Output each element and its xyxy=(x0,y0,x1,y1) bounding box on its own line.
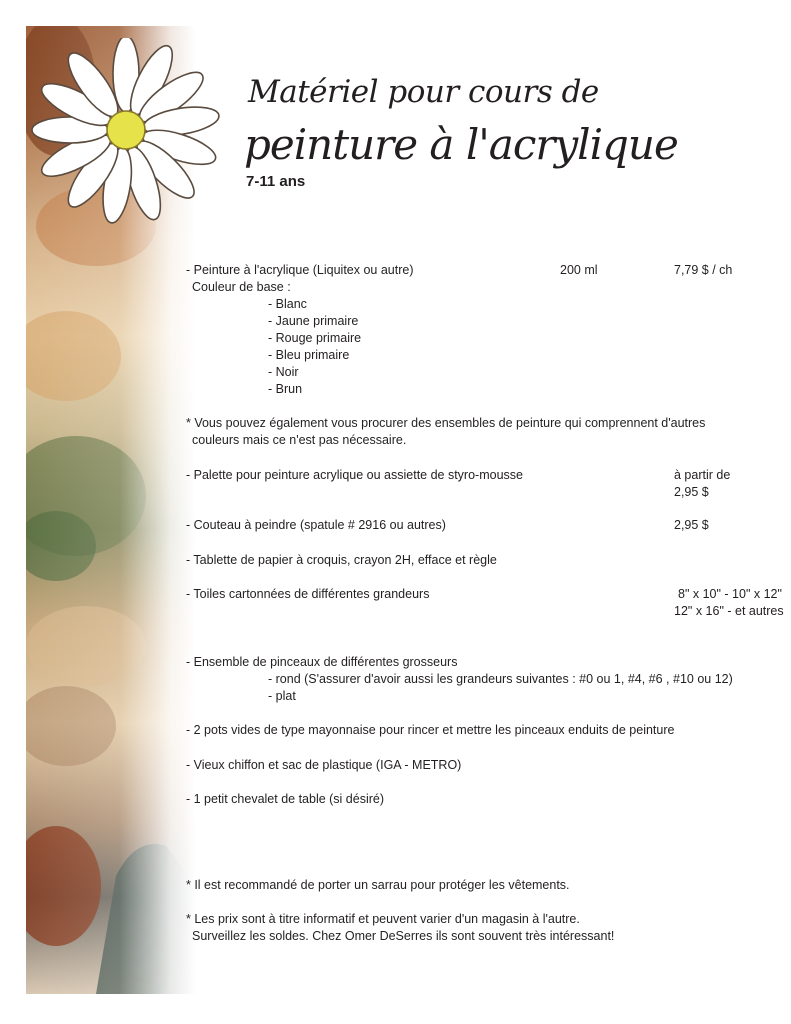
item-brushes-flat: - plat xyxy=(268,689,296,703)
item-palette-price-line2: 2,95 $ xyxy=(674,485,709,499)
base-color-item: - Bleu primaire xyxy=(268,348,350,362)
item-canvas: - Toiles cartonnées de différentes grandeurs xyxy=(186,587,430,601)
base-color-item: - Jaune primaire xyxy=(268,314,359,328)
base-color-item: - Noir xyxy=(268,365,299,379)
base-color-item: - Brun xyxy=(268,382,303,396)
item-brushes-round: - rond (S'assurer d'avoir aussi les grandeurs suivantes : #0 ou 1, #4, #6 , #10 ou 12) xyxy=(268,672,733,686)
daisy-flower-icon xyxy=(30,38,222,224)
item-brushes: - Ensemble de pinceaux de différentes grosseurs xyxy=(186,655,458,669)
note-prices-line2: Surveillez les soldes. Chez Omer DeSerres ils sont souvent très intéressant! xyxy=(192,929,615,943)
base-color-item: - Rouge primaire xyxy=(268,331,362,345)
item-paint-price: 7,79 $ / ch xyxy=(674,263,733,277)
note-paint-sets-line2: couleurs mais ce n'est pas nécessaire. xyxy=(192,433,407,447)
note-prices-line1: * Les prix sont à titre informatif et peuvent varier d'un magasin à l'autre. xyxy=(186,912,580,926)
base-color-item: - Blanc xyxy=(268,297,307,311)
item-knife-price: 2,95 $ xyxy=(674,518,709,532)
item-paint-size: 200 ml xyxy=(560,263,598,277)
base-colors-label: Couleur de base : xyxy=(192,280,291,294)
item-palette: - Palette pour peinture acrylique ou assiette de styro-mousse xyxy=(186,468,523,482)
item-paint: - Peinture à l'acrylique (Liquitex ou autre) xyxy=(186,263,414,277)
item-knife: - Couteau à peindre (spatule # 2916 ou autres) xyxy=(186,518,446,532)
item-canvas-sizes-line2: 12" x 16" - et autres xyxy=(674,604,784,618)
item-rag: - Vieux chiffon et sac de plastique (IGA - METRO) xyxy=(186,758,462,772)
page-title-line2: peinture à l'acrylique xyxy=(244,120,678,169)
age-range: 7-11 ans xyxy=(246,173,306,190)
note-smock: * Il est recommandé de porter un sarrau pour protéger les vêtements. xyxy=(186,878,570,892)
item-easel: - 1 petit chevalet de table (si désiré) xyxy=(186,792,385,806)
page-title-line1: Matériel pour cours de xyxy=(248,74,599,110)
note-paint-sets-line1: * Vous pouvez également vous procurer des ensembles de peinture qui comprennent d'autres xyxy=(186,416,706,430)
item-sketchpad: - Tablette de papier à croquis, crayon 2H, efface et règle xyxy=(186,553,497,567)
item-canvas-sizes-line1: 8" x 10" - 10" x 12" xyxy=(678,587,782,601)
item-palette-price-line1: à partir de xyxy=(674,468,731,482)
item-jars: - 2 pots vides de type mayonnaise pour rincer et mettre les pinceaux enduits de peinture xyxy=(186,723,675,737)
